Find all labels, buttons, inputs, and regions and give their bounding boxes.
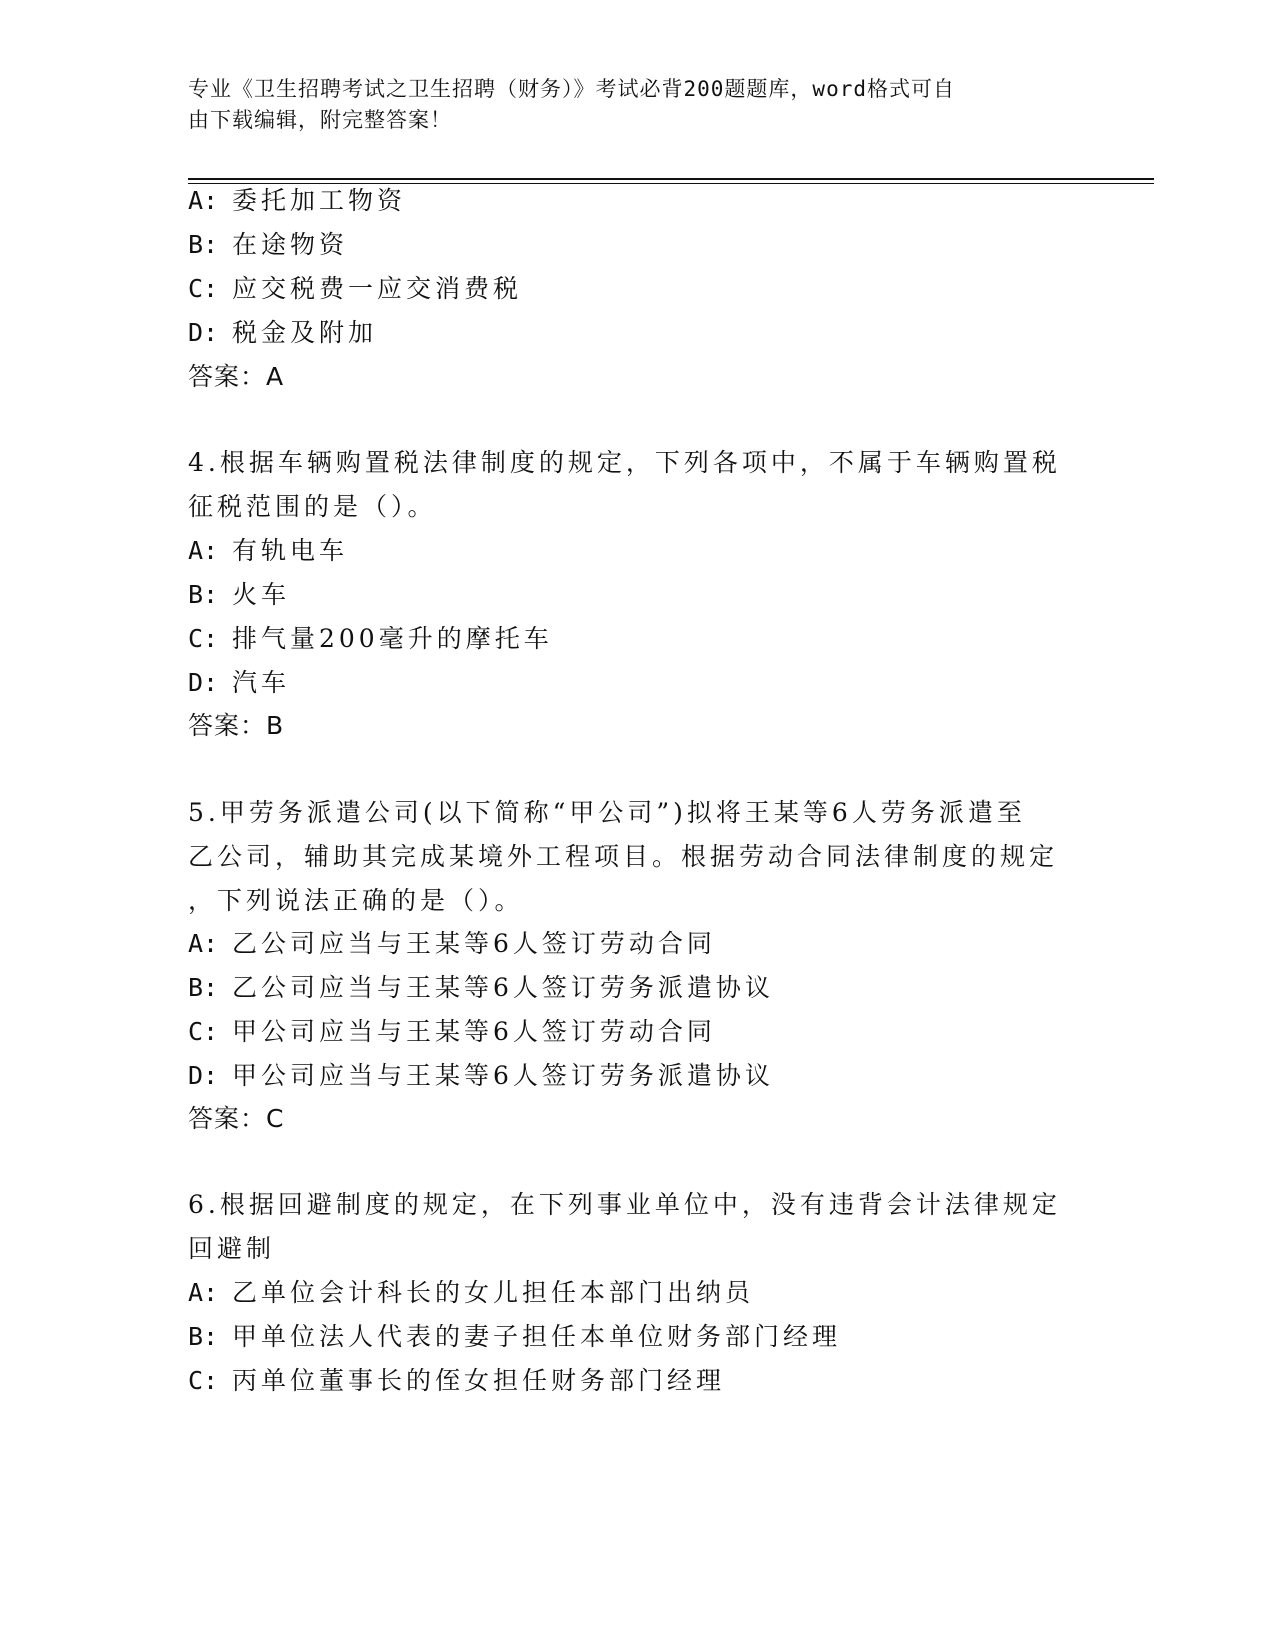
q6-option-c: [188, 1364, 725, 1398]
option-text: 火车: [232, 580, 291, 609]
option-text: 乙公司应当与王某等6人签订劳务派遣协议: [232, 973, 774, 1002]
q4-option-b: [188, 578, 290, 612]
option-text: 汽车: [232, 668, 291, 697]
document-header: [188, 74, 1068, 136]
option-text: 委托加工物资: [232, 186, 407, 215]
option-key: C:: [188, 1366, 219, 1395]
header-divider-thick: [188, 178, 1154, 180]
option-key: C:: [188, 1017, 219, 1046]
option-key: B:: [188, 580, 219, 609]
q3-option-d: [188, 316, 377, 350]
q4-stem-line-1: 4.根据车辆购置税法律制度的规定，下列各项中，不属于车辆购置税: [188, 448, 1061, 477]
option-text: 税金及附加: [232, 318, 378, 347]
q3-answer: 答案：A: [188, 362, 285, 391]
option-key: C:: [188, 624, 219, 653]
option-text: 排气量200毫升的摩托车: [232, 624, 553, 653]
q5-stem-line-2: 乙公司，辅助其完成某境外工程项目。根据劳动合同法律制度的规定: [188, 842, 1059, 871]
option-text: 乙公司应当与王某等6人签订劳动合同: [232, 929, 716, 958]
option-key: B:: [188, 973, 219, 1002]
q6-stem-line-1: 6.根据回避制度的规定，在下列事业单位中，没有违背会计法律规定: [188, 1190, 1061, 1219]
option-key: D:: [188, 1061, 219, 1090]
header-line-1: 专业《卫生招聘考试之卫生招聘（财务）》考试必背200题题库，word格式可自: [188, 77, 955, 101]
q5-answer: 答案：C: [188, 1104, 285, 1133]
option-key: A:: [188, 929, 219, 958]
q4-option-a: [188, 534, 348, 568]
q5-option-a: [188, 927, 716, 961]
q3-option-a: [188, 184, 406, 218]
option-text: 应交税费一应交消费税: [232, 274, 523, 303]
q4-option-d: [188, 666, 290, 700]
option-key: B:: [188, 1322, 219, 1351]
q5-option-d: [188, 1059, 774, 1093]
option-text: 有轨电车: [232, 536, 349, 565]
q3-option-c: [188, 272, 522, 306]
option-text: 甲单位法人代表的妻子担任本单位财务部门经理: [232, 1322, 842, 1351]
option-key: C:: [188, 274, 219, 303]
q3-option-b: [188, 228, 348, 262]
option-key: A:: [188, 186, 219, 215]
q4-option-c: [188, 622, 553, 656]
q5-stem-line-1: 5.甲劳务派遣公司(以下简称“甲公司”)拟将王某等6人劳务派遣至: [188, 798, 1026, 827]
option-text: 甲公司应当与王某等6人签订劳务派遣协议: [232, 1061, 774, 1090]
option-text: 在途物资: [232, 230, 349, 259]
q4-stem-line-2: 征税范围的是（）。: [188, 492, 437, 521]
q6-stem-line-2: 回避制: [188, 1234, 276, 1263]
option-text: 甲公司应当与王某等6人签订劳动合同: [232, 1017, 716, 1046]
q4-answer: 答案：B: [188, 711, 285, 740]
option-key: D:: [188, 318, 219, 347]
option-text: 乙单位会计科长的女儿担任本部门出纳员: [232, 1278, 755, 1307]
q5-option-b: [188, 971, 774, 1005]
q5-option-c: [188, 1015, 716, 1049]
option-key: A:: [188, 1278, 219, 1307]
option-key: D:: [188, 668, 219, 697]
option-key: A:: [188, 536, 219, 565]
q6-option-b: [188, 1320, 841, 1354]
q6-option-a: [188, 1276, 754, 1310]
q5-stem-line-3: ，下列说法正确的是（）。: [188, 886, 524, 915]
option-key: B:: [188, 230, 219, 259]
option-text: 丙单位董事长的侄女担任财务部门经理: [232, 1366, 726, 1395]
header-line-2: 由下载编辑，附完整答案！: [188, 108, 452, 132]
